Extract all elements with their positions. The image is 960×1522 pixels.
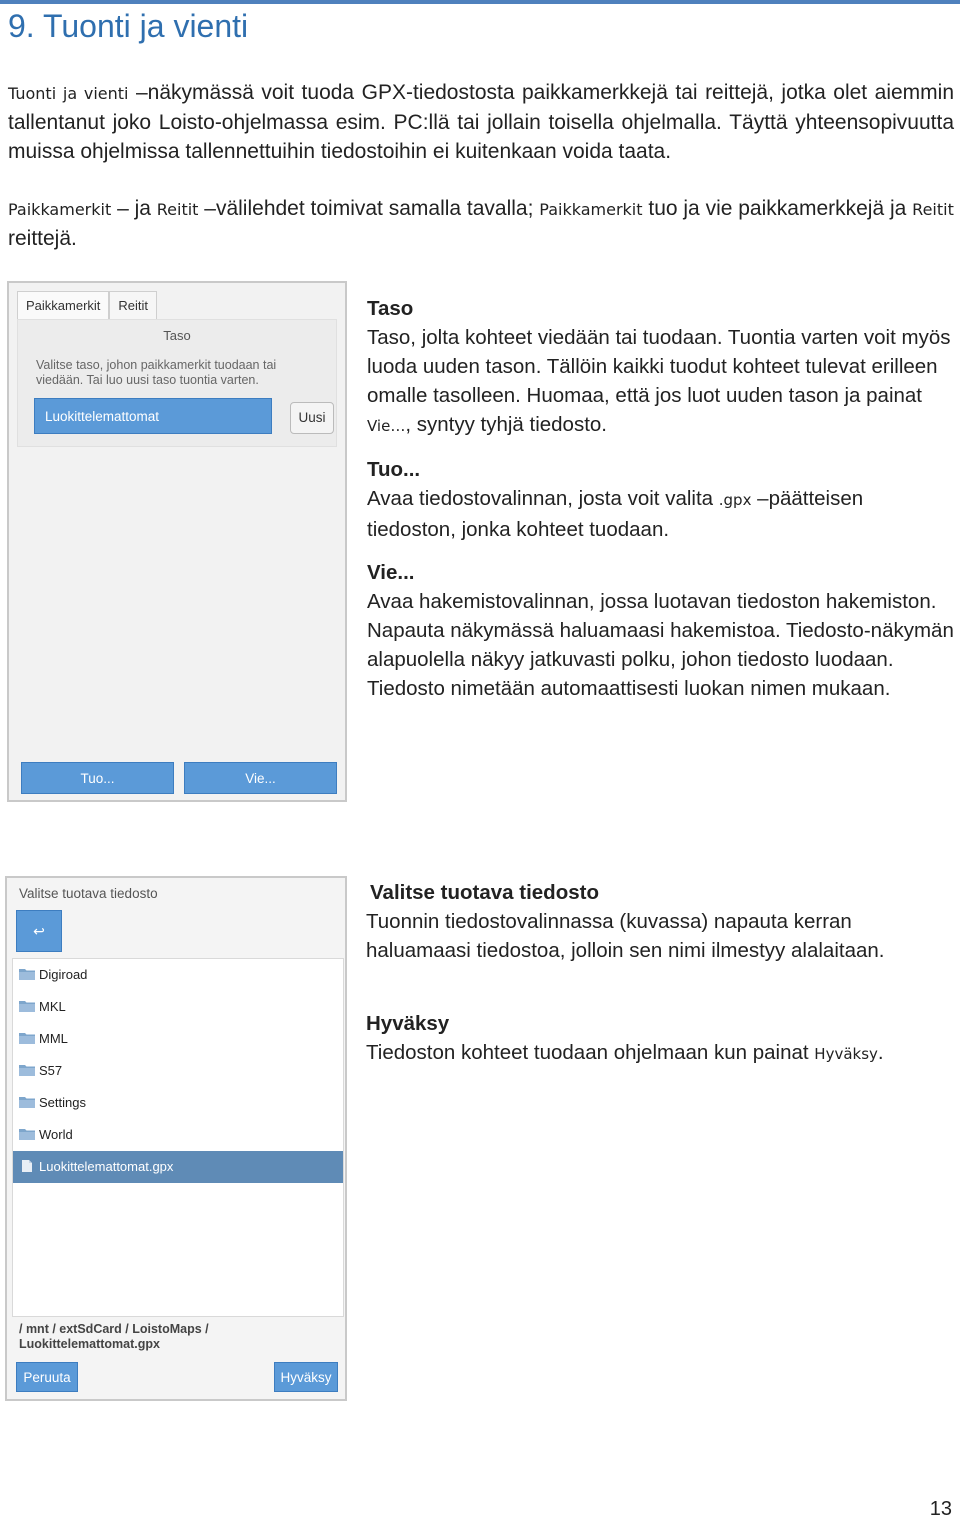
accept-text bbox=[366, 1038, 956, 1069]
file-chooser-screenshot bbox=[5, 876, 347, 1401]
ui-term-tuonti: Tuonti ja vienti bbox=[8, 84, 129, 103]
back-arrow-icon[interactable]: ↩ bbox=[16, 910, 62, 952]
ui-term-reitit-2: Reitit bbox=[912, 200, 954, 219]
import-export-description bbox=[367, 294, 957, 717]
folder-label: S57 bbox=[39, 1063, 63, 1078]
folder-icon bbox=[19, 968, 35, 980]
tab-bar bbox=[17, 291, 157, 320]
intro-text-1: –näkymässä voit tuoda GPX-tiedostosta paikkamerkkejä tai reittejä, jotka olet aiemmin tallentanut joko Loisto-ohjelmassa esim. PC:llä tai jollain toisella ohjelmalla. Täyttä yhteensopivuutta muissa ohjelmissa tallennettuihin tiedostoihin ei kuitenkaan voida taata. bbox=[8, 81, 954, 163]
tuo-text bbox=[367, 484, 957, 544]
tab-paikkamerkit[interactable]: Paikkamerkit bbox=[17, 291, 109, 320]
ui-term-vie: Vie… bbox=[367, 417, 406, 435]
taso-text-a: Taso, jolta kohteet viedään tai tuodaan. Tuontia varten voit myös luoda uuden tason. Tällöin kaikki tuodut kohteet tulevat erilleen omalle tasolleen. Huomaa, että jos luot uuden tason ja painat bbox=[367, 326, 951, 407]
list-item[interactable] bbox=[13, 1087, 343, 1119]
vie-text: Avaa hakemistovalinnan, jossa luotavan tiedoston hakemiston. Napauta näkymässä haluamaasi hakemistoa. Tiedosto-näkymän alapuolella näkyy jatkuvasti polku, johon tiedosto luodaan. Tiedosto nimetään automaattisesti luokan nimen mukaan. bbox=[367, 590, 954, 700]
vie-heading: Vie... bbox=[367, 561, 415, 584]
folder-label: MML bbox=[39, 1031, 68, 1046]
import-export-screenshot bbox=[7, 281, 347, 802]
intro-text-2d: reittejä. bbox=[8, 227, 77, 250]
list-item[interactable] bbox=[13, 1055, 343, 1087]
dialog-title: Valitse tuotava tiedosto bbox=[19, 886, 158, 901]
folder-label: Settings bbox=[39, 1095, 86, 1110]
taso-text-b: , syntyy tyhjä tiedosto. bbox=[405, 413, 608, 436]
folder-icon bbox=[19, 1128, 35, 1140]
path-line-1: / mnt / extSdCard / LoistoMaps / bbox=[19, 1322, 209, 1336]
taso-heading: Taso bbox=[367, 297, 414, 320]
folder-icon bbox=[19, 1064, 35, 1076]
taso-text bbox=[367, 323, 957, 441]
ui-term-paikkamerkit: Paikkamerkit bbox=[8, 200, 112, 219]
ui-term-hyvaksy: Hyväksy bbox=[814, 1045, 878, 1063]
folder-icon bbox=[19, 1032, 35, 1044]
cancel-button[interactable]: Peruuta bbox=[16, 1362, 78, 1392]
export-button[interactable]: Vie... bbox=[184, 762, 337, 794]
tuo-heading: Tuo... bbox=[367, 458, 421, 481]
list-item[interactable] bbox=[13, 1023, 343, 1055]
accept-text-a: Tiedoston kohteet tuodaan ohjelmaan kun painat bbox=[366, 1041, 815, 1064]
intro-text-2b: –välilehdet toimivat samalla tavalla; bbox=[198, 197, 540, 220]
selected-file-row[interactable] bbox=[13, 1151, 343, 1183]
list-item[interactable] bbox=[13, 959, 343, 991]
page-title: 9. Tuonti ja vienti bbox=[8, 8, 249, 44]
ui-term-gpx: .gpx bbox=[718, 491, 752, 509]
file-chooser-description bbox=[366, 878, 956, 1083]
folder-icon bbox=[19, 1000, 35, 1012]
path-line-2: Luokittelemattomat.gpx bbox=[19, 1337, 160, 1351]
layer-help-text: Valitse taso, johon paikkamerkit tuodaan tai viedään. Tai luo uusi taso tuontia varten. bbox=[36, 358, 277, 387]
header-rule bbox=[0, 0, 960, 4]
folder-icon bbox=[19, 1096, 35, 1108]
ui-term-paikkamerkit-2: Paikkamerkit bbox=[539, 200, 643, 219]
layer-title: Taso bbox=[163, 328, 191, 343]
layer-select[interactable]: Luokittelemattomat bbox=[34, 398, 272, 434]
import-button[interactable]: Tuo... bbox=[21, 762, 174, 794]
file-path bbox=[19, 1322, 319, 1352]
file-icon bbox=[19, 1160, 35, 1172]
intro-text-2a: – ja bbox=[111, 197, 157, 220]
file-label: Luokittelemattomat.gpx bbox=[39, 1159, 174, 1174]
list-item[interactable] bbox=[13, 991, 343, 1023]
page-number: 13 bbox=[929, 1498, 952, 1520]
tuo-text-b: –päätteisen tiedoston, jonka kohteet tuodaan. bbox=[367, 487, 864, 541]
intro-text-2c: tuo ja vie paikkamerkkejä ja bbox=[642, 197, 913, 220]
folder-label: Digiroad bbox=[39, 967, 88, 982]
layer-panel bbox=[17, 319, 337, 447]
tuo-text-a: Avaa tiedostovalinnan, josta voit valita bbox=[367, 487, 719, 510]
intro-paragraph-1 bbox=[8, 78, 954, 166]
tab-reitit[interactable]: Reitit bbox=[109, 291, 157, 320]
select-text: Tuonnin tiedostovalinnassa (kuvassa) napauta kerran haluamaasi tiedostoa, jolloin sen nimi ilmestyy alalaitaan. bbox=[366, 910, 885, 962]
ui-term-reitit: Reitit bbox=[156, 200, 199, 219]
select-heading: Valitse tuotava tiedosto bbox=[370, 881, 599, 904]
new-layer-button[interactable]: Uusi bbox=[290, 402, 334, 434]
intro-paragraph-2 bbox=[8, 194, 954, 253]
folder-label: World bbox=[39, 1127, 73, 1142]
accept-button[interactable]: Hyväksy bbox=[274, 1362, 338, 1392]
list-item[interactable] bbox=[13, 1119, 343, 1151]
folder-label: MKL bbox=[39, 999, 66, 1014]
file-list bbox=[12, 958, 344, 1317]
accept-text-b: . bbox=[877, 1041, 884, 1064]
accept-heading: Hyväksy bbox=[366, 1012, 450, 1035]
